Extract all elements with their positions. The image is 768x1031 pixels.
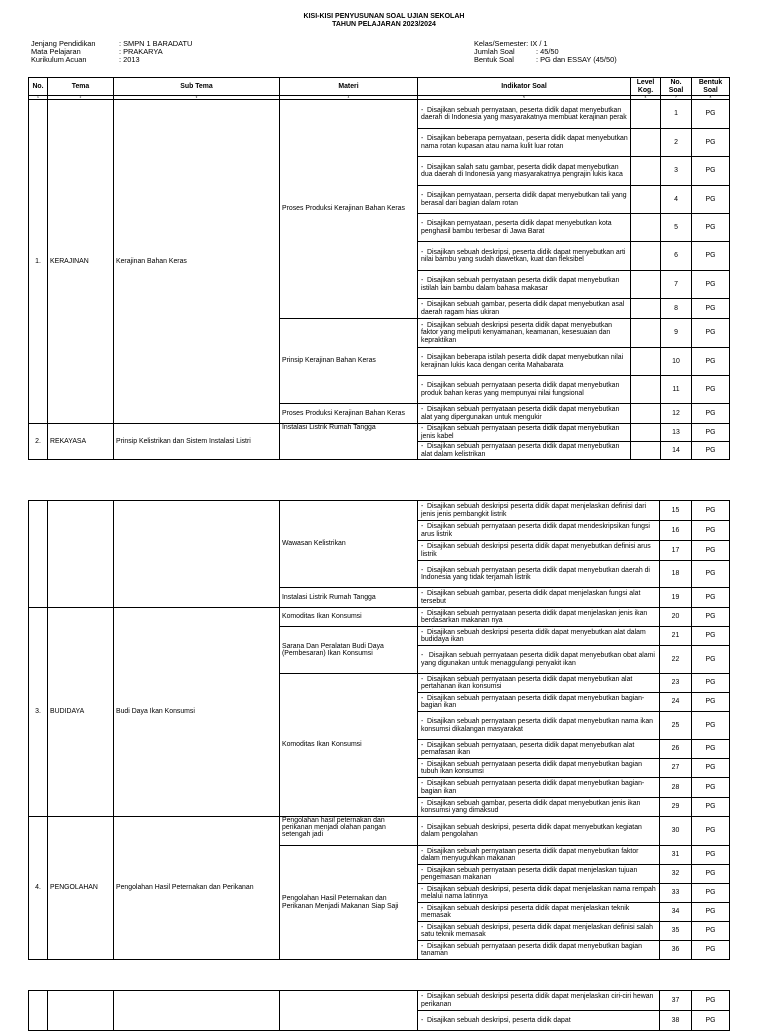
dash-mark: -: [421, 425, 424, 433]
soal-number: 38: [660, 1011, 692, 1031]
bentuk-soal: PG: [692, 348, 730, 376]
indikator-text: Disajikan beberapa istilah peserta didik dapat menyebutkan nilai kerajinan lukis kaca dengan cerita Mahabarata: [421, 354, 624, 369]
dash-mark: -: [421, 503, 424, 511]
indikator-text: Disajikan sebuah pernyataan peserta didik dapat menyebutkan nama ikan konsumsi dikalangan masyarakat: [421, 718, 654, 733]
dash-mark: -: [421, 780, 424, 788]
indikator-cell: [418, 674, 660, 693]
dash-mark: -: [421, 301, 424, 309]
table-row: [29, 608, 730, 627]
dash-mark: -: [421, 248, 424, 256]
bentuk-soal: PG: [692, 778, 730, 798]
grid-table-page-3: [28, 990, 730, 1031]
soal-number: 21: [660, 627, 692, 646]
soal-number: 29: [660, 798, 692, 817]
bentuk-soal: PG: [692, 214, 730, 242]
indikator-cell: [418, 319, 631, 348]
dash-mark: -: [421, 823, 424, 831]
bentuk-soal: PG: [692, 186, 730, 214]
dash-mark: -: [421, 566, 424, 574]
indikator-text: Disajikan sebuah pernyataan peserta didik dapat menyebutkan bagian-bagian ikan: [421, 780, 645, 795]
soal-number: 13: [661, 424, 692, 442]
bentuk-soal: PG: [692, 627, 730, 646]
column-number: 2: [48, 96, 114, 100]
materi-cell: Komoditas Ikan Konsumsi: [280, 608, 418, 627]
dash-mark: -: [421, 993, 424, 1001]
dash-mark: -: [421, 543, 424, 551]
bentuk-soal: PG: [692, 941, 730, 960]
level-kog-cell: [631, 271, 661, 299]
bentuk-soal: PG: [692, 903, 730, 922]
soal-number: 32: [660, 865, 692, 884]
materi-cell: Pengolahan Hasil Peternakan dan Perikanan Menjadi Makanan Siap Saji: [280, 846, 418, 960]
row-number: [29, 501, 48, 608]
column-number: 4: [280, 96, 418, 100]
indikator-text: Disajikan sebuah pernyataan peserta didik dapat menyebutkan istilah lain bambu dalam bahasa makasar: [421, 277, 620, 292]
indikator-text: Disajikan sebuah deskripsi peserta didik dapat menjelaskan ciri-ciri hewan perikanan: [421, 993, 654, 1008]
column-number: 1: [29, 96, 48, 100]
bentuk-soal: PG: [692, 740, 730, 759]
indikator-cell: [418, 299, 631, 319]
bentuk-soal: PG: [692, 693, 730, 712]
column-header: Indikator Soal: [418, 78, 631, 96]
indikator-text: Disajikan sebuah deskripsi, peserta didik dapat menyebutkan kegiatan dalam pengolahan: [421, 823, 642, 838]
indikator-text: Disajikan sebuah pernyataan peserta didik dapat mendeskripsikan fungsi arus listrik: [421, 523, 650, 538]
level-kog-cell: [631, 157, 661, 186]
subtema-cell: Kerajinan Bahan Keras: [114, 100, 280, 424]
indikator-text: Disajikan sebuah deskripsi peserta didik dapat menjelaskan teknik memasak: [421, 904, 630, 919]
dash-mark: -: [421, 799, 424, 807]
bentuk-soal: PG: [692, 846, 730, 865]
indikator-text: Disajikan sebuah deskripsi, peserta didik dapat: [427, 1016, 571, 1024]
dash-mark: -: [421, 220, 424, 228]
indikator-cell: [418, 271, 631, 299]
soal-number: 6: [661, 242, 692, 271]
level-kog-cell: [631, 129, 661, 157]
table-row: [29, 424, 730, 442]
bentuk-soal: PG: [692, 501, 730, 521]
dash-mark: -: [421, 741, 424, 749]
grid-table-page-1: [28, 77, 730, 460]
column-header: Tema: [48, 78, 114, 96]
indikator-text: Disajikan sebuah deskripsi, peserta didik dapat menjelaskan nama rempah melalui nama latinnya: [421, 885, 656, 900]
level-kog-cell: [631, 214, 661, 242]
tema-cell: KERAJINAN: [48, 100, 114, 424]
indikator-text: Disajikan pernyataan, peserta didik dapat menyebutkan kota penghasil bambu terbesar di Jawa Barat: [421, 220, 612, 235]
indikator-cell: [418, 865, 660, 884]
soal-number: 18: [660, 561, 692, 588]
indikator-text: Disajikan sebuah pernyataan peserta didik dapat menyebutkan alat yang dipergunakan untuk mengukir: [421, 406, 620, 421]
meta-left: [31, 40, 192, 65]
indikator-cell: [418, 778, 660, 798]
bentuk-soal: PG: [692, 646, 730, 674]
soal-number: 10: [661, 348, 692, 376]
soal-number: 36: [660, 941, 692, 960]
indikator-text: Disajikan sebuah deskripsi, peserta didik dapat menjelaskan definisi salah satu teknik memasak: [421, 923, 653, 938]
indikator-cell: [418, 1011, 660, 1031]
soal-number: 34: [660, 903, 692, 922]
dash-mark: -: [421, 1016, 424, 1024]
tema-cell: BUDIDAYA: [48, 608, 114, 817]
table-header-row: [29, 78, 730, 96]
indikator-cell: [418, 186, 631, 214]
indikator-text: Disajikan sebuah pernyataan peserta didik dapat menyebutkan jenis kabel: [421, 425, 620, 440]
dash-mark: -: [421, 904, 424, 912]
row-number: 1.: [29, 100, 48, 424]
indikator-text: Disajikan sebuah pernyataan peserta didik dapat menyebutkan alat dalam kelistrikan: [421, 443, 620, 458]
column-number: 3: [114, 96, 280, 100]
column-header: Level Kog.: [631, 78, 661, 96]
soal-number: 31: [660, 846, 692, 865]
column-header: No. Soal: [661, 78, 692, 96]
row-number: 3.: [29, 608, 48, 817]
meta-value: : PG dan ESSAY (45/50): [536, 55, 617, 65]
column-header: Sub Tema: [114, 78, 280, 96]
level-kog-cell: [631, 442, 661, 460]
indikator-text: Disajikan sebuah pernyataan peserta didik dapat menyebutkan obat alami yang digunakan untuk menaggulangi penyakit ikan: [421, 652, 655, 667]
dash-mark: -: [421, 322, 424, 330]
dash-mark: -: [421, 135, 424, 143]
table-row: [29, 991, 730, 1011]
materi-cell: Instalasi Listrik Rumah Tangga: [280, 424, 418, 460]
dash-mark: -: [421, 885, 424, 893]
meta-right: [474, 40, 617, 65]
meta-value: : PRAKARYA: [119, 47, 163, 57]
soal-number: 23: [660, 674, 692, 693]
dash-mark: -: [421, 382, 424, 390]
dash-mark: -: [421, 523, 424, 531]
meta-value: : 45/50: [536, 47, 559, 57]
column-number: 5: [418, 96, 631, 100]
soal-number: 24: [660, 693, 692, 712]
level-kog-cell: [631, 404, 661, 424]
indikator-text: Disajikan sebuah deskripsi peserta didik dapat menyebutkan definisi arus listrik: [421, 543, 651, 558]
materi-cell: Proses Produksi Kerajinan Bahan Keras: [280, 100, 418, 319]
row-number: 4.: [29, 817, 48, 960]
column-number: 6: [631, 96, 661, 100]
document-subtitle: TAHUN PELAJARAN 2023/2024: [332, 21, 436, 28]
dash-mark: -: [421, 106, 424, 114]
subtema-cell: Budi Daya Ikan Konsumsi: [114, 608, 280, 817]
dash-mark: -: [421, 675, 424, 683]
materi-cell: Proses Produksi Kerajinan Bahan Keras: [280, 404, 418, 424]
meta-label: Jumlah Soal: [474, 47, 515, 57]
dash-mark: -: [421, 760, 424, 768]
dash-mark: -: [421, 277, 424, 285]
meta-value: : SMPN 1 BARADATU: [119, 39, 193, 48]
soal-number: 30: [660, 817, 692, 846]
level-kog-cell: [631, 319, 661, 348]
meta-label: Kelas/Semester: [474, 39, 527, 48]
soal-number: 9: [661, 319, 692, 348]
subtema-cell: Pengolahan Hasil Peternakan dan Perikanan: [114, 817, 280, 960]
tema-cell: REKAYASA: [48, 424, 114, 460]
soal-number: 8: [661, 299, 692, 319]
indikator-cell: [418, 693, 660, 712]
indikator-text: Disajikan sebuah deskripsi, peserta didik dapat menyebutkan arti nilai bambu yang sudah diawetkan, kuat dan fleksibel: [421, 248, 626, 263]
indikator-cell: [418, 129, 631, 157]
indikator-cell: [418, 442, 631, 460]
dash-mark: -: [421, 590, 424, 598]
soal-number: 33: [660, 884, 692, 903]
soal-number: 12: [661, 404, 692, 424]
level-kog-cell: [631, 348, 661, 376]
soal-number: 17: [660, 541, 692, 561]
indikator-text: Disajikan sebuah pernyataan peserta didik dapat menjelaskan jenis ikan berdasarkan makanan nya: [421, 609, 648, 624]
dash-mark: -: [421, 609, 424, 617]
dash-mark: -: [421, 354, 424, 362]
row-number: 2.: [29, 424, 48, 460]
meta-value: : 2013: [119, 55, 140, 65]
grid-table-page-2: [28, 500, 730, 960]
soal-number: 37: [660, 991, 692, 1011]
indikator-cell: [418, 608, 660, 627]
indikator-cell: [418, 404, 631, 424]
indikator-cell: [418, 922, 660, 941]
level-kog-cell: [631, 299, 661, 319]
bentuk-soal: PG: [692, 561, 730, 588]
bentuk-soal: PG: [692, 442, 730, 460]
indikator-cell: [418, 376, 631, 404]
bentuk-soal: PG: [692, 712, 730, 740]
bentuk-soal: PG: [692, 521, 730, 541]
bentuk-soal: PG: [692, 884, 730, 903]
meta-label: Kurikulum Acuan: [31, 55, 87, 65]
table-row: [29, 501, 730, 521]
soal-number: 22: [660, 646, 692, 674]
dash-mark: -: [421, 942, 424, 950]
indikator-text: Disajikan sebuah pernyataan, peserta didik dapat menyebutkan alat pernafasan ikan: [421, 741, 635, 756]
tema-cell: PENGOLAHAN: [48, 817, 114, 960]
table-row: [29, 817, 730, 846]
indikator-text: Disajikan sebuah pernyataan peserta didik dapat menyebutkan produk bahan keras yang mempunyai nilai fungsional: [421, 382, 620, 397]
soal-number: 2: [661, 129, 692, 157]
indikator-cell: [418, 424, 631, 442]
bentuk-soal: PG: [692, 922, 730, 941]
soal-number: 35: [660, 922, 692, 941]
indikator-text: Disajikan sebuah deskripsi peserta didik dapat menyebutkan faktor yang meliputi kenyamanan, keamanan, kesesuaian dan kepraktikan: [421, 322, 613, 344]
meta-label: Jenjang Pendidikan: [31, 39, 96, 48]
materi-cell: [280, 991, 418, 1031]
indikator-cell: [418, 521, 660, 541]
indikator-text: Disajikan sebuah pernyataan peserta didik dapat menyebutkan alat pertahanan ikan konsumsi: [421, 675, 633, 690]
soal-number: 26: [660, 740, 692, 759]
table-row: [29, 100, 730, 129]
dash-mark: -: [421, 628, 424, 636]
bentuk-soal: PG: [692, 299, 730, 319]
column-header: Bentuk Soal: [692, 78, 730, 96]
indikator-cell: [418, 588, 660, 608]
subtema-cell: [114, 501, 280, 608]
tema-cell: [48, 501, 114, 608]
dash-mark: -: [421, 443, 424, 451]
meta-label: Mata Pelajaran: [31, 47, 81, 57]
dash-mark: -: [421, 163, 424, 171]
document-title: KISI-KISI PENYUSUNAN SOAL UJIAN SEKOLAH: [303, 13, 465, 20]
column-number: 7: [661, 96, 692, 100]
materi-cell: Komoditas Ikan Konsumsi: [280, 674, 418, 817]
soal-number: 14: [661, 442, 692, 460]
indikator-text: Disajikan sebuah gambar, peserta didik dapat menjelaskan fungsi alat tersebut: [421, 590, 641, 605]
materi-cell: Pengolahan hasil peternakan dan perikanan menjadi olahan pangan setengah jadi: [280, 817, 418, 846]
soal-number: 25: [660, 712, 692, 740]
materi-cell: Prinsip Kerajinan Bahan Keras: [280, 319, 418, 404]
soal-number: 15: [660, 501, 692, 521]
indikator-cell: [418, 501, 660, 521]
bentuk-soal: PG: [692, 541, 730, 561]
soal-number: 11: [661, 376, 692, 404]
bentuk-soal: PG: [692, 817, 730, 846]
level-kog-cell: [631, 242, 661, 271]
indikator-cell: [418, 759, 660, 778]
level-kog-cell: [631, 186, 661, 214]
level-kog-cell: [631, 424, 661, 442]
soal-number: 20: [660, 608, 692, 627]
indikator-cell: [418, 903, 660, 922]
soal-number: 1: [661, 100, 692, 129]
indikator-text: Disajikan sebuah pernyataan, peserta didik dapat menyebutkan daerah di Indonesia yang masyarakatnya membuat kerajinan perak: [421, 106, 627, 121]
dash-mark: -: [421, 866, 424, 874]
dash-mark: -: [421, 406, 424, 414]
column-header: No.: [29, 78, 48, 96]
bentuk-soal: PG: [692, 608, 730, 627]
dash-mark: -: [421, 652, 424, 660]
soal-number: 28: [660, 778, 692, 798]
indikator-cell: [418, 846, 660, 865]
indikator-cell: [418, 541, 660, 561]
soal-number: 7: [661, 271, 692, 299]
bentuk-soal: PG: [692, 991, 730, 1011]
row-number: [29, 991, 48, 1031]
level-kog-cell: [631, 100, 661, 129]
bentuk-soal: PG: [692, 424, 730, 442]
indikator-text: Disajikan sebuah pernyataan peserta didik dapat menjelaskan tujuan pengemasan makanan: [421, 866, 638, 881]
column-header: Materi: [280, 78, 418, 96]
bentuk-soal: PG: [692, 242, 730, 271]
bentuk-soal: PG: [692, 157, 730, 186]
materi-cell: Instalasi Listrik Rumah Tangga: [280, 588, 418, 608]
bentuk-soal: PG: [692, 319, 730, 348]
bentuk-soal: PG: [692, 588, 730, 608]
materi-cell: Sarana Dan Peralatan Budi Daya (Pembesaran) Ikan Konsumsi: [280, 627, 418, 674]
indikator-text: Disajikan sebuah deskripsi peserta didik dapat menjelaskan definisi dari jenis jenis pembangkit listrik: [421, 503, 647, 518]
bentuk-soal: PG: [692, 759, 730, 778]
bentuk-soal: PG: [692, 404, 730, 424]
bentuk-soal: PG: [692, 798, 730, 817]
indikator-cell: [418, 817, 660, 846]
soal-number: 19: [660, 588, 692, 608]
subtema-cell: [114, 991, 280, 1031]
indikator-cell: [418, 100, 631, 129]
meta-value: : IX / 1: [526, 39, 548, 48]
subtema-cell: Prinsip Kelistrikan dan Sistem Instalasi Listri: [114, 424, 280, 460]
indikator-text: Disajikan beberapa pernyataan, peserta didik dapat menyebutkan nama rotan kupasan atau nama kulit luar rotan: [421, 135, 628, 150]
indikator-cell: [418, 627, 660, 646]
indikator-cell: [418, 941, 660, 960]
bentuk-soal: PG: [692, 865, 730, 884]
indikator-cell: [418, 740, 660, 759]
soal-number: 4: [661, 186, 692, 214]
soal-number: 27: [660, 759, 692, 778]
soal-number: 5: [661, 214, 692, 242]
meta-label: Bentuk Soal: [474, 55, 514, 65]
indikator-text: Disajikan sebuah deskripsi peserta didik dapat menyebutkan alat dalam budidaya ikan: [421, 628, 646, 643]
soal-number: 3: [661, 157, 692, 186]
indikator-cell: [418, 884, 660, 903]
soal-number: 16: [660, 521, 692, 541]
indikator-text: Disajikan sebuah gambar, peserta didik dapat menyebutkan asal daerah ragam hias ukiran: [421, 301, 625, 316]
indikator-text: Disajikan sebuah gambar, peserta didik dapat menyebutkan jenis ikan konsumsi yang dimaksud: [421, 799, 641, 814]
indikator-text: Disajikan sebuah pernyataan peserta didik dapat menyebutkan faktor dalam menyuguhkan makanan: [421, 847, 639, 862]
dash-mark: -: [421, 718, 424, 726]
indikator-cell: [418, 646, 660, 674]
bentuk-soal: PG: [692, 1011, 730, 1031]
bentuk-soal: PG: [692, 129, 730, 157]
indikator-text: Disajikan sebuah pernyataan peserta didik dapat menyebutkan daerah di Indonesia yang tidak terjamah listrik: [421, 566, 650, 581]
indikator-text: Disajikan sebuah pernyataan peserta didik dapat menyebutkan bagian tanaman: [421, 942, 642, 957]
materi-cell: Wawasan Kelistrikan: [280, 501, 418, 588]
dash-mark: -: [421, 694, 424, 702]
indikator-text: Disajikan salah satu gambar, peserta didik dapat menyebutkan dua daerah di Indonesia yang masyarakatnya pengrajin lukis kaca: [421, 163, 623, 178]
column-number: 8: [692, 96, 730, 100]
indikator-cell: [418, 561, 660, 588]
dash-mark: -: [421, 923, 424, 931]
dash-mark: -: [421, 847, 424, 855]
indikator-cell: [418, 214, 631, 242]
tema-cell: [48, 991, 114, 1031]
indikator-cell: [418, 242, 631, 271]
bentuk-soal: PG: [692, 271, 730, 299]
indikator-cell: [418, 348, 631, 376]
indikator-text: Disajikan sebuah pernyataan peserta didik dapat menyebutkan bagian-bagian ikan: [421, 694, 645, 709]
indikator-cell: [418, 712, 660, 740]
level-kog-cell: [631, 376, 661, 404]
bentuk-soal: PG: [692, 674, 730, 693]
indikator-cell: [418, 798, 660, 817]
indikator-text: Disajikan sebuah pernyataan peserta didik dapat menyebutkan bagian tubuh ikan konsumsi: [421, 760, 642, 775]
indikator-cell: [418, 991, 660, 1011]
indikator-cell: [418, 157, 631, 186]
indikator-text: Disajikan pernyataan, perserta didik dapat menyebutkan tali yang berasal dari bagian dalam rotan: [421, 192, 627, 207]
dash-mark: -: [421, 192, 424, 200]
bentuk-soal: PG: [692, 100, 730, 129]
bentuk-soal: PG: [692, 376, 730, 404]
